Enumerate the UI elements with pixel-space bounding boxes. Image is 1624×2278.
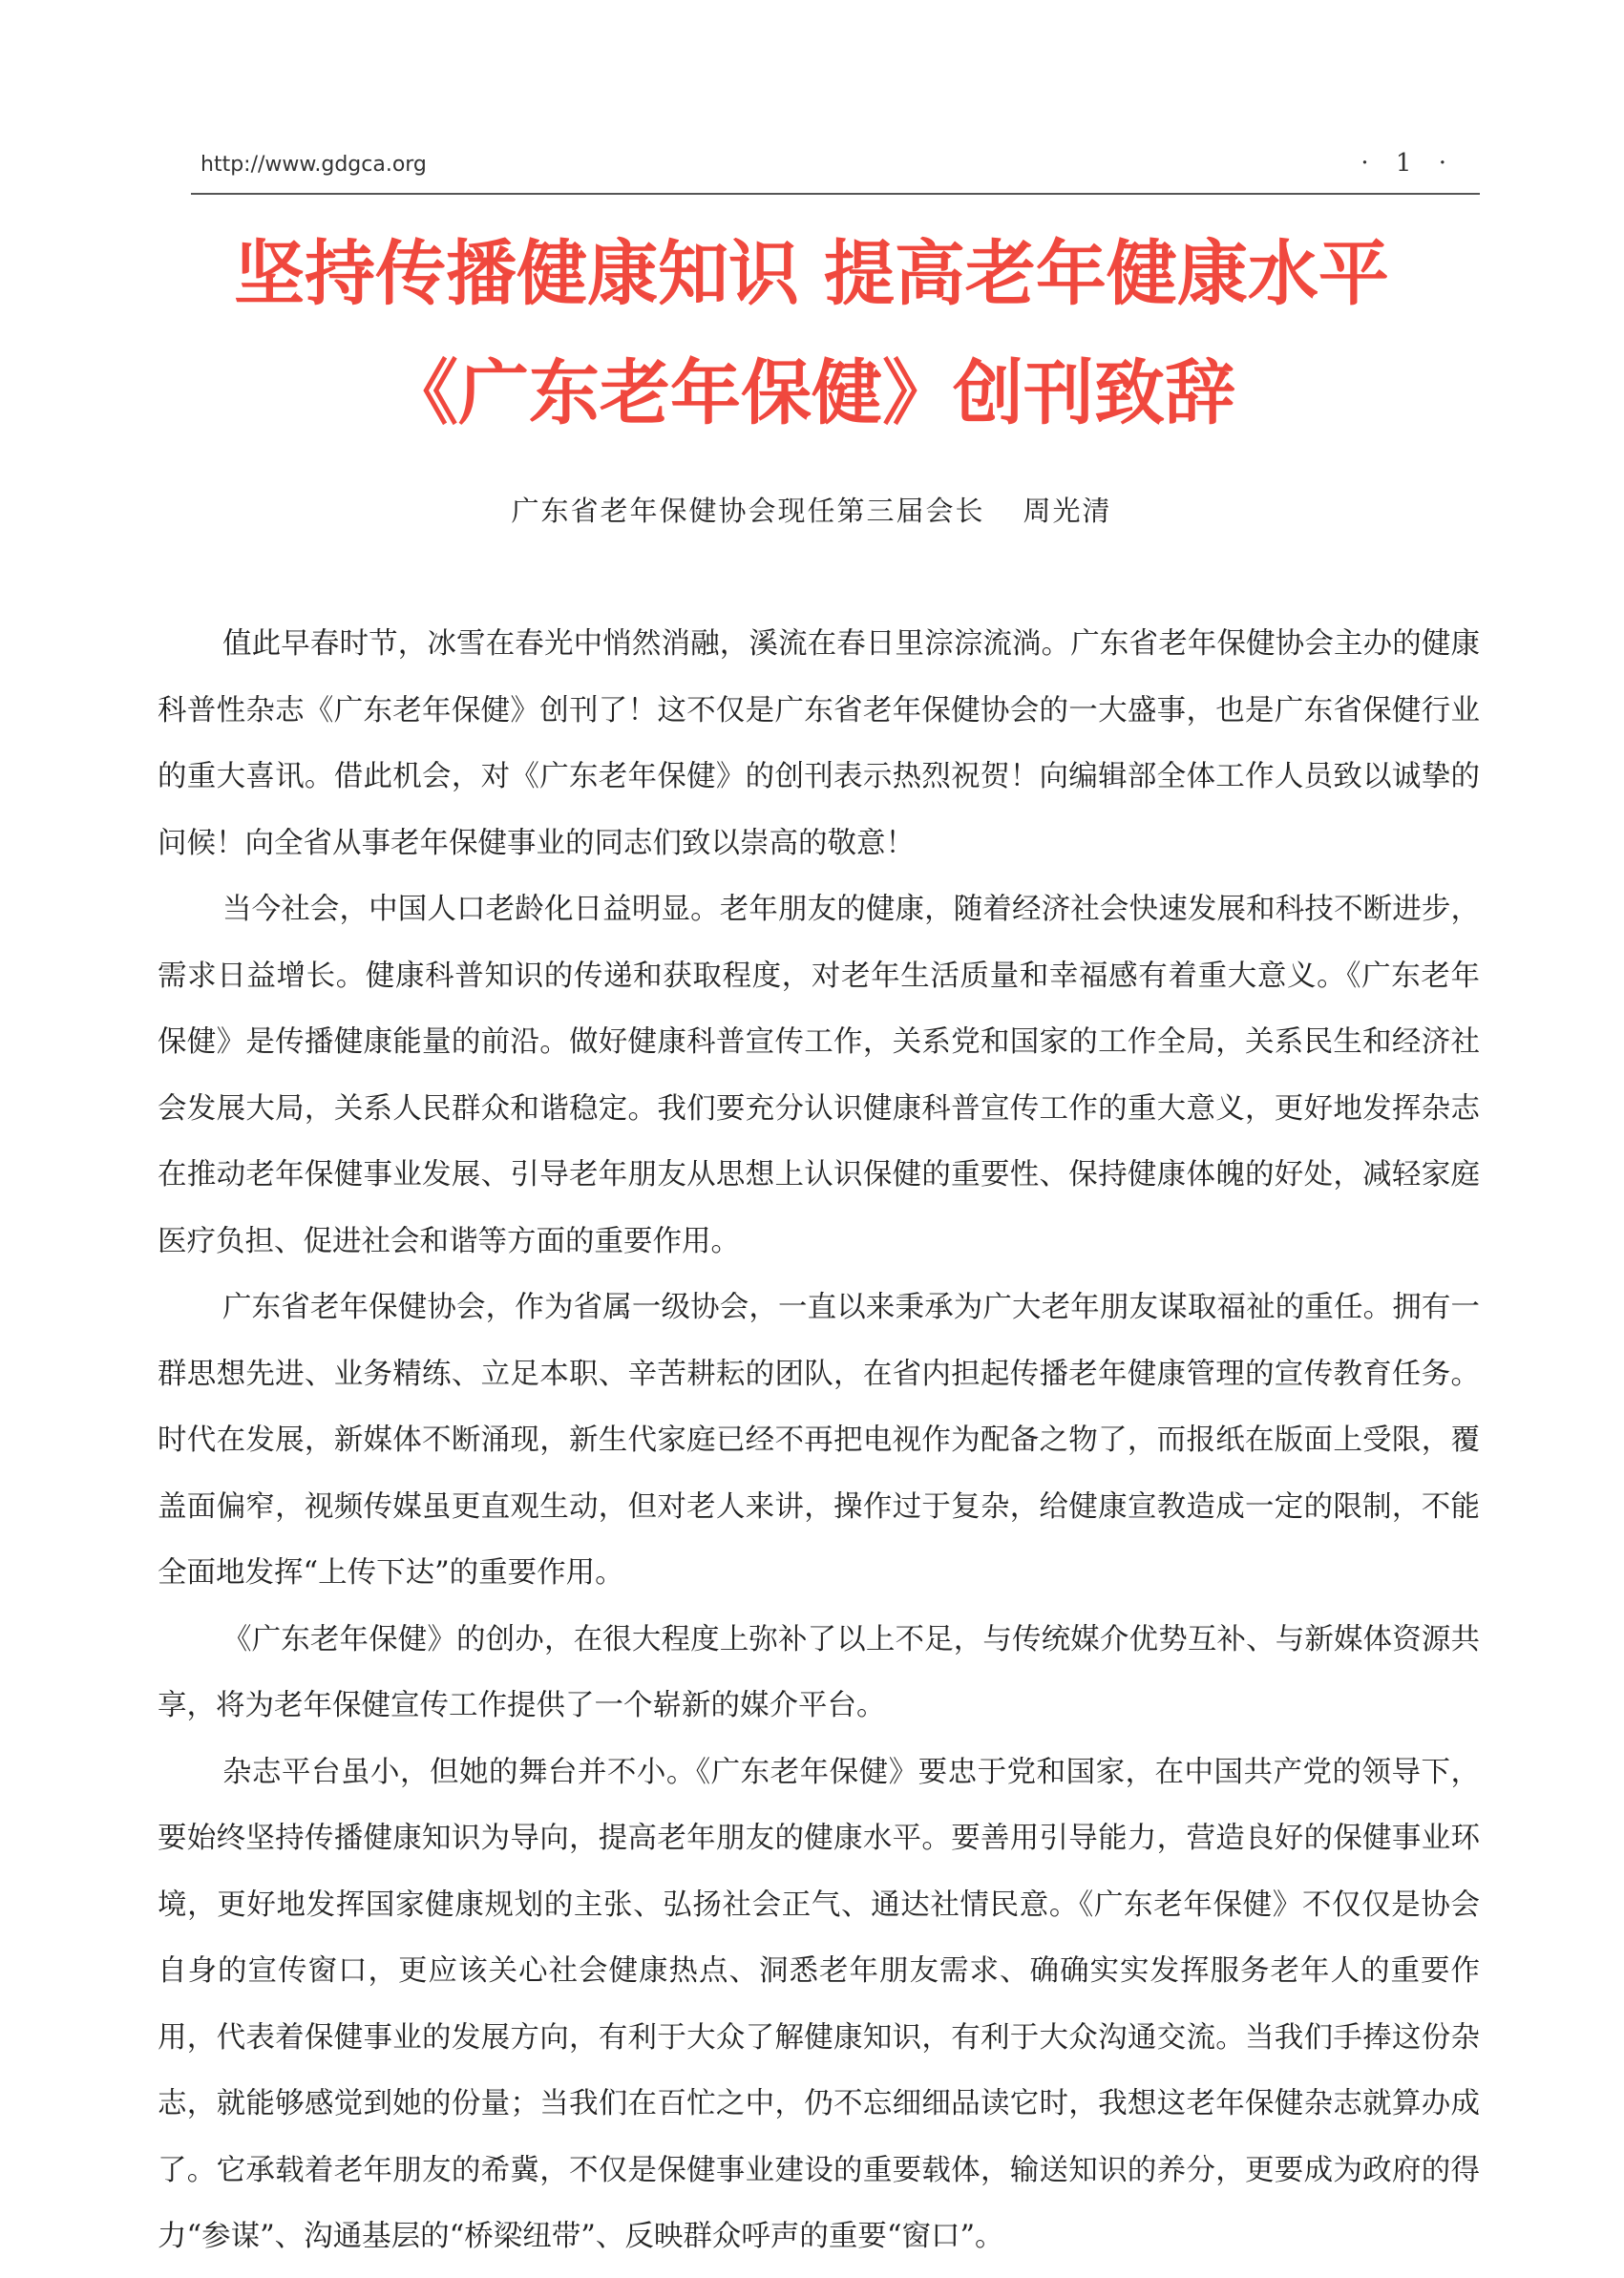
header-divider <box>191 193 1480 195</box>
article-body <box>158 611 1480 2270</box>
paragraph-3: 广东省老年保健协会，作为省属一级协会，一直以来秉承为广大老年朋友谋取福祉的重任。拥有一群思想先进、业务精练、立足本职、辛苦耕耘的团队，在省内担起传播老年健康管理的宣传教育任务。时代在发展，新媒体不断涌现，新生代家庭已经不再把电视作为配备之物了，而报纸在版面上受限，覆盖面偏窄，视频传媒虽更直观生动，但对老人来讲，操作过于复杂，给健康宣教造成一定的限制，不能全面地发挥“上传下达”的重要作用。 <box>158 1291 1480 1590</box>
page-number: · 1 · <box>1360 149 1456 178</box>
paragraph-1: 值此早春时节，冰雪在春光中悄然消融，溪流在春日里淙淙流淌。广东省老年保健协会主办的健康科普性杂志《广东老年保健》创刊了！这不仅是广东省老年保健协会的一大盛事，也是广东省保健行业的重大喜讯。借此机会，对《广东老年保健》的创刊表示热烈祝贺！向编辑部全体工作人员致以诚挚的问候！向全省从事老年保健事业的同志们致以崇高的敬意！ <box>158 627 1480 860</box>
header-url[interactable]: http://www.gdgca.org <box>200 153 427 177</box>
running-header <box>200 149 1480 191</box>
author-position: 广东省老年保健协会现任第三届会长 <box>511 495 985 527</box>
paragraph-5: 杂志平台虽小，但她的舞台并不小。《广东老年保健》要忠于党和国家，在中国共产党的领导下，要始终坚持传播健康知识为导向，提高老年朋友的健康水平。要善用引导能力，营造良好的保健事业环境，更好地发挥国家健康规划的主张、弘扬社会正气、通达社情民意。《广东老年保健》不仅仅是协会自身的宣传窗口，更应该关心社会健康热点、洞悉老年朋友需求、确确实实发挥服务老年人的重要作用，代表着保健事业的发展方向，有利于大众了解健康知识，有利于大众沟通交流。当我们手捧这份杂志，就能够感觉到她的份量；当我们在百忙之中，仍不忘细细品读它时，我想这老年保健杂志就算办成了。它承载着老年朋友的希冀，不仅是保健事业建设的重要载体，输送知识的养分，更要成为政府的得力“参谋”、沟通基层的“桥梁纽带”、反映群众呼声的重要“窗口”。 <box>158 1755 1480 2253</box>
author-byline <box>191 490 1432 529</box>
paragraph-2: 当今社会，中国人口老龄化日益明显。老年朋友的健康，随着经济社会快速发展和科技不断进步，需求日益增长。健康科普知识的传递和获取程度，对老年生活质量和幸福感有着重大意义。《广东老年保健》是传播健康能量的前沿。做好健康科普宣传工作，关系党和国家的工作全局，关系民生和经济社会发展大局，关系人民群众和谐稳定。我们要充分认识健康科普宣传工作的重大意义，更好地发挥杂志在推动老年保健事业发展、引导老年朋友从思想上认识保健的重要性、保持健康体魄的好处，减轻家庭医疗负担、促进社会和谐等方面的重要作用。 <box>158 893 1480 1258</box>
paragraph-4: 《广东老年保健》的创办，在很大程度上弥补了以上不足，与传统媒介优势互补、与新媒体资源共享，将为老年保健宣传工作提供了一个崭新的媒介平台。 <box>158 1622 1480 1722</box>
article-title-line-1: 坚持传播健康知识 提高老年健康水平 <box>234 233 1389 315</box>
article-title-line-2: 《广东老年保健》创刊致辞 <box>388 352 1235 434</box>
author-name: 周光清 <box>1023 495 1112 527</box>
